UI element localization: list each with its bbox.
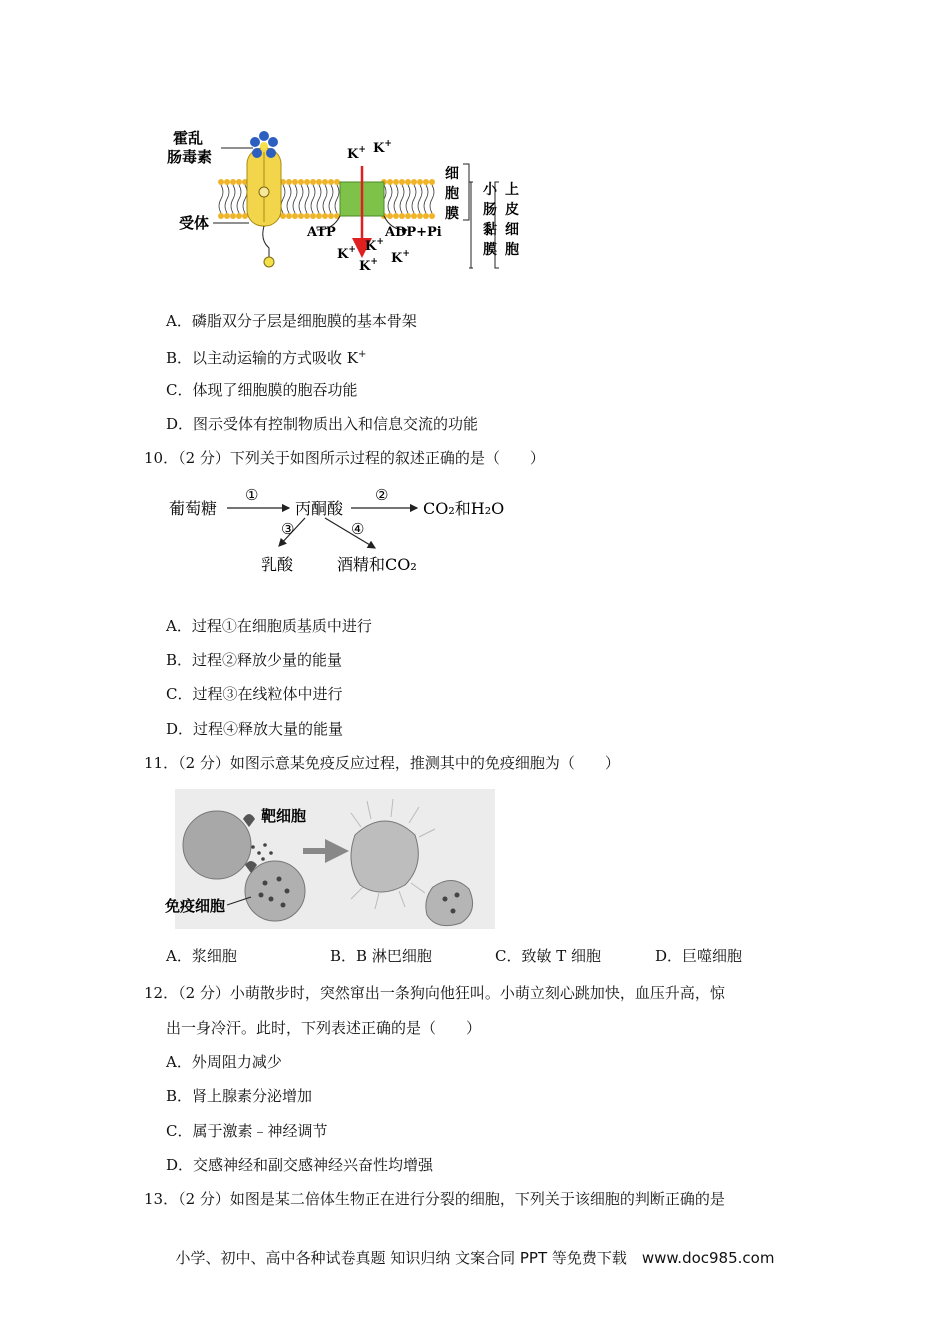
svg-text:胞: 胞 [505,242,519,258]
q11-option-a[interactable]: A．浆细胞 [166,947,237,965]
lipid-head [304,179,310,185]
toxin-label-1: 霍乱 [173,129,204,147]
lipid-tail [287,185,291,213]
svg-text:膜: 膜 [483,242,497,258]
lipid-head [218,213,224,219]
svg-text:K+: K+ [391,249,410,266]
lipid-head [405,213,411,219]
lipid-head [230,213,236,219]
k-ions-outside [347,139,392,162]
lipid-head [405,179,411,185]
lipid-head [429,213,435,219]
q11-stem: 11．（2 分）如图示意某免疫反应过程，推测其中的免疫细胞为（ ） [144,754,620,772]
lipid-tail [293,185,297,213]
lipid-head [411,179,417,185]
step-3-label: ③ [281,520,295,538]
respiration-pathway-figure [165,482,525,582]
lipid-head [236,179,242,185]
svg-text:K+: K+ [347,145,366,162]
svg-text:黏: 黏 [483,222,497,238]
q12-option-d[interactable]: D．交感神经和副交感神经兴奋性均增强 [166,1156,434,1174]
lipid-tail [388,185,392,213]
lipid-head [417,213,423,219]
lipid-tail [281,185,285,213]
q12-option-b[interactable]: B．肾上腺素分泌增加 [166,1087,313,1105]
atp-label: ATP [307,225,336,240]
toxin-label-2: 肠毒素 [167,148,213,166]
lipid-head [334,179,340,185]
lipid-head [224,179,230,185]
q11-option-b[interactable]: B．B 淋巴细胞 [330,947,432,965]
svg-text:皮: 皮 [505,202,519,218]
lipid-tail [317,185,321,213]
membrane-transport-figure [165,122,540,282]
lipid-tail [225,185,229,213]
alcohol-co2-label: 酒精和CO₂ [337,555,417,574]
adp-label: ADP+Pi [385,225,442,240]
lipid-head [399,179,405,185]
svg-text:膜: 膜 [445,206,459,222]
immune-response-figure [165,787,495,932]
svg-text:K+: K+ [365,237,384,254]
co2-h2o-label: CO₂和H₂O [423,499,505,518]
lipid-head [292,213,298,219]
lipid-head [298,179,304,185]
lipid-head [236,213,242,219]
lipid-tail [335,185,339,213]
svg-text:K+: K+ [373,139,392,156]
pyruvate-label: 丙酮酸 [295,499,344,518]
k-ions-inside [337,237,410,274]
step-2-label: ② [375,486,389,504]
lipid-head [298,213,304,219]
lipid-head [328,179,334,185]
q10-option-d[interactable]: D．过程④释放大量的能量 [166,720,344,738]
lipid-tail [394,185,398,213]
lipid-head [387,213,393,219]
svg-text:小: 小 [483,182,497,198]
svg-text:细: 细 [505,222,519,238]
q10-option-b[interactable]: B．过程②释放少量的能量 [166,651,343,669]
q9-option-a[interactable]: A．磷脂双分子层是细胞膜的基本骨架 [166,312,417,330]
lipid-tail [299,185,303,213]
q11-option-d[interactable]: D．巨噬细胞 [655,947,743,965]
lipid-head [316,179,322,185]
lipid-tail [323,185,327,213]
lipid-tail [311,185,315,213]
lipid-head [393,179,399,185]
lactic-acid-label: 乳酸 [261,555,294,574]
lipid-tail [305,185,309,213]
lipid-tail [412,185,416,213]
q11-option-c[interactable]: C．致敏 T 细胞 [495,947,602,965]
q9-option-c[interactable]: C．体现了细胞膜的胞吞功能 [166,381,358,399]
membrane-label [445,166,459,222]
cell-label [483,182,519,258]
lipid-tail [418,185,422,213]
lipid-head [429,179,435,185]
immune-response-diagram [165,787,495,932]
lipid-head [322,213,328,219]
svg-text:K+: K+ [337,245,356,262]
lipid-head [411,213,417,219]
receptor-label: 受体 [179,214,210,232]
target-cell-label: 靶细胞 [261,807,307,825]
receptor-protein [247,148,281,267]
lipid-head [417,179,423,185]
lipid-head [387,179,393,185]
lipid-tail [219,185,223,213]
q10-option-c[interactable]: C．过程③在线粒体中进行 [166,685,343,703]
lipid-head [310,179,316,185]
lipid-tail [237,185,241,213]
lipid-head [423,179,429,185]
lipid-tail [430,185,434,213]
lipid-tail [424,185,428,213]
lipid-tail [406,185,410,213]
q12-stem-line-2: 出一身冷汗。此时，下列表述正确的是（ ） [166,1019,482,1037]
lipid-head [218,179,224,185]
lipid-head [423,213,429,219]
glucose-label: 葡萄糖 [169,499,218,518]
step-4-label: ④ [351,520,365,538]
respiration-pathway-diagram [165,482,525,582]
lipid-tail [231,185,235,213]
svg-text:细: 细 [445,166,459,182]
q9-option-b[interactable]: B．以主动运输的方式吸收 K+ [166,349,367,367]
lipid-head [328,213,334,219]
q10-option-a[interactable]: A．过程①在细胞质基质中进行 [166,617,372,635]
svg-text:肠: 肠 [483,202,497,218]
page-footer: 小学、初中、高中各种试卷真题 知识归纳 文案合同 PPT 等免费下载 www.doc985.com [175,1249,775,1267]
svg-text:K+: K+ [359,257,378,274]
q13-stem: 13．（2 分）如图是某二倍体生物正在进行分裂的细胞，下列关于该细胞的判断正确的是 [144,1190,725,1208]
q10-stem: 10．（2 分）下列关于如图所示过程的叙述正确的是（ ） [144,449,545,467]
immune-cell-label: 免疫细胞 [165,897,226,915]
membrane-transport-diagram [165,122,540,282]
lipid-head [322,179,328,185]
q12-stem-line-1: 12．（2 分）小萌散步时，突然窜出一条狗向他狂叫。小萌立刻心跳加快，血压升高，惊 [144,984,725,1002]
lipid-head [310,213,316,219]
svg-text:胞: 胞 [445,186,459,202]
q12-option-a[interactable]: A．外周阻力减少 [166,1053,282,1071]
lipid-head [224,213,230,219]
svg-text:上: 上 [505,182,519,198]
lipid-head [230,179,236,185]
q9-option-d[interactable]: D．图示受体有控制物质出入和信息交流的功能 [166,415,479,433]
q12-option-c[interactable]: C．属于激素﹣神经调节 [166,1122,328,1140]
lipid-head [286,213,292,219]
step-1-label: ① [245,486,259,504]
lipid-head [399,213,405,219]
lipid-head [304,213,310,219]
lipid-head [292,179,298,185]
lipid-head [286,179,292,185]
lipid-head [316,213,322,219]
lipid-tail [329,185,333,213]
lipid-tail [243,185,247,213]
lipid-tail [400,185,404,213]
lipid-head [393,213,399,219]
